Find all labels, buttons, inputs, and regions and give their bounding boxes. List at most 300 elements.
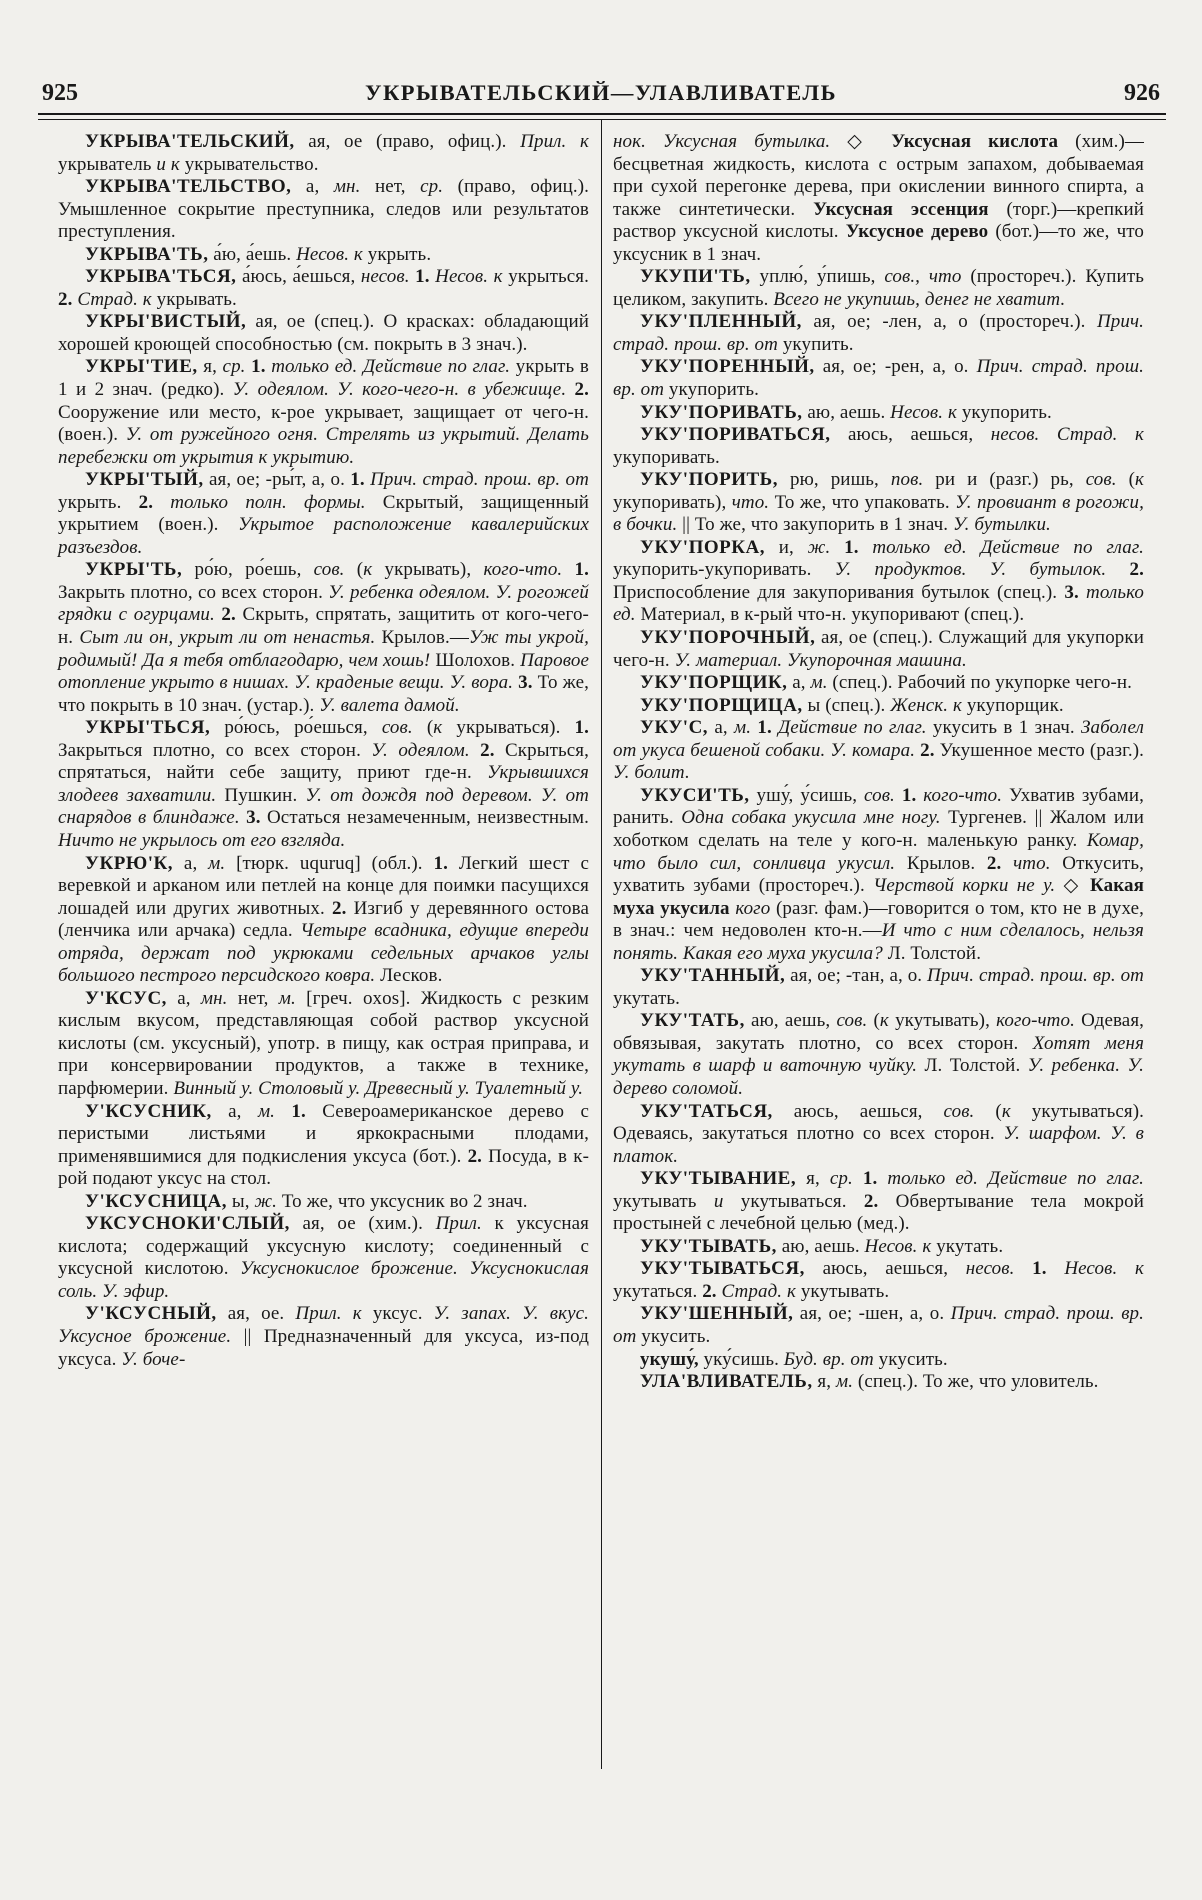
text-run: 1.: [901, 784, 924, 806]
text-run: 2.: [138, 491, 171, 513]
text-run: || Предназначенный для уксуса, из-под уксуса.: [58, 1325, 589, 1370]
text-run: То же, что уксусник во 2 знач.: [277, 1190, 528, 1212]
text-run: У. боче-: [121, 1348, 186, 1370]
text-run: укрыватель: [58, 153, 157, 175]
text-run: укутываться.: [723, 1190, 864, 1212]
text-run: Закрыть плотно, со всех сторон.: [58, 581, 329, 603]
text-run: рю, ришь,: [778, 469, 891, 491]
text-run: 1.: [291, 1100, 323, 1122]
headword: УКУ'ПОРКА,: [640, 536, 765, 558]
headword: УКРЫ'ВИСТЫЙ,: [85, 311, 247, 333]
dictionary-entry: [58, 469, 589, 559]
text-run: (хим.)—бесцветная жидкость, кислота с острым запахом, добываемая при сухой перегонке дерева, при окислении винного спирта, а также синтетически.: [613, 131, 1144, 220]
headword: УКРЫВА'ТЬСЯ,: [85, 266, 237, 288]
text-run: аю, аешь.: [802, 401, 891, 423]
text-run: ы (спец.).: [802, 694, 891, 716]
text-run: [тюрк. uquruq] (обл.).: [225, 852, 434, 874]
text-run: Хотят меня укутать в шарф и ваточную чуйку.: [613, 1032, 1144, 1077]
headword: УКУ'ТАТЬСЯ,: [640, 1100, 773, 1122]
dictionary-entry: [58, 988, 589, 1101]
text-run: укупорить.: [664, 379, 759, 401]
dictionary-entry: [58, 244, 589, 267]
text-run: Прил. к: [295, 1303, 362, 1325]
text-run: Прич. страд. прош. вр. от: [370, 469, 589, 491]
text-run: сов., что: [884, 266, 962, 288]
text-run: Прил. к: [520, 131, 590, 152]
text-run: к: [1135, 469, 1144, 491]
text-run: Уксуснокислое брожение. Уксуснокислая соль. У. эфир.: [58, 1258, 589, 1302]
text-run: только ед.: [613, 581, 1144, 626]
dictionary-entry: [613, 1101, 1144, 1169]
headword: УКУ'ТЫВАТЬСЯ,: [640, 1258, 805, 1280]
text-run: Сыт ли он, укрыт ли от ненастья.: [79, 627, 376, 649]
text-run: У. материал. Укупорочная машина.: [674, 649, 967, 671]
text-run: Одна собака укусила мне ногу.: [681, 807, 941, 829]
text-run: [853, 1168, 863, 1189]
dictionary-entry: [58, 356, 589, 469]
text-run: Прич. страд. прош. вр. от: [613, 311, 1144, 355]
text-run: Посуда, в к-рой подают уксус на стол.: [58, 1145, 589, 1190]
text-run: Укрывшихся злодеев захватили.: [58, 762, 589, 806]
dictionary-entry: [613, 695, 1144, 718]
text-run: к: [1001, 1100, 1011, 1122]
text-run: ая, ое; -лен, а, о (простореч.).: [801, 311, 1097, 333]
text-run: Скрыться, спрятаться, найти себе защиту, приют где-н.: [58, 739, 589, 784]
text-run: а,: [787, 672, 811, 694]
text-run: к: [879, 1010, 889, 1032]
text-run: (: [867, 1010, 880, 1032]
text-run: 1.: [844, 536, 873, 558]
text-run: Ухватив зубами, ранить.: [613, 784, 1144, 829]
dictionary-entry: [613, 785, 1144, 965]
headword: У'КСУСНИЦА,: [85, 1190, 227, 1212]
text-run: (право, офиц.). Умышленное сокрытие преступника, следов или результатов преступления.: [58, 176, 589, 243]
dictionary-entry: [613, 1236, 1144, 1259]
text-run: (: [1116, 469, 1135, 491]
text-run: Всего не укупишь, денег не хватит.: [773, 288, 1066, 310]
text-run: укутать.: [931, 1235, 1004, 1257]
headword: УКРЫВА'ТЕЛЬСТВО,: [85, 176, 292, 198]
dictionary-entry: [58, 266, 589, 311]
dictionary-entry: [613, 1303, 1144, 1348]
text-run: укупорить-укупоривать.: [613, 559, 835, 581]
text-run: а,: [708, 717, 734, 739]
dictionary-entry: [58, 1101, 589, 1191]
text-run: Уксусная кислота: [891, 131, 1059, 152]
text-run: аюсь, аешься,: [772, 1100, 944, 1122]
text-run: аюсь, аешься,: [830, 424, 991, 446]
text-run: ая, ое (право, офиц.).: [294, 131, 521, 152]
text-run: ◇: [830, 131, 892, 152]
text-run: м.: [835, 1371, 854, 1393]
text-run: У. провиант в рогожи, в бочки.: [613, 491, 1144, 536]
text-run: Крылов.—: [375, 627, 469, 649]
text-run: У. валета дамой.: [319, 694, 460, 716]
text-run: ро́ю, ро́ешь,: [182, 559, 314, 581]
text-run: я,: [197, 356, 223, 378]
headword: УКУ'ПОРЩИЦА,: [640, 694, 803, 716]
dictionary-entry: [613, 266, 1144, 311]
text-run: Обвертывание тела мокрой простыней с лечебной целью (мед.).: [613, 1190, 1144, 1235]
text-run: 1.: [862, 1168, 888, 1190]
text-run: У. болит.: [613, 762, 690, 784]
text-run: (: [344, 559, 364, 581]
text-run: укрыть.: [58, 491, 139, 513]
text-run: (простореч.). Купить целиком, закупить.: [613, 266, 1144, 310]
text-run: несов.: [360, 266, 410, 288]
text-run: 1.: [574, 559, 589, 581]
dictionary-entry: [58, 176, 589, 244]
text-run: 1.: [251, 356, 272, 378]
text-run: укутать.: [613, 987, 680, 1009]
text-run: 1.: [415, 266, 436, 288]
headword: УКРЮ'К,: [85, 852, 174, 874]
dictionary-entry: [613, 672, 1144, 695]
text-run: 2.: [863, 1190, 896, 1212]
text-run: Л. Толстой.: [917, 1055, 1028, 1077]
headword: УКУ'ПОРОЧНЫЙ,: [640, 627, 816, 649]
dictionary-entry: [613, 424, 1144, 469]
text-run: ◇: [1055, 875, 1091, 897]
text-run: сов.: [381, 717, 413, 739]
text-run: 3.: [1064, 581, 1087, 603]
dictionary-entry: [613, 469, 1144, 537]
text-run: укутывать: [613, 1190, 714, 1212]
dictionary-entry: [613, 1258, 1144, 1303]
text-run: м.: [278, 987, 296, 1009]
text-run: У. от дождя под деревом. У. от снарядов в блиндаже.: [58, 784, 590, 829]
text-run: только ед. Действие по глаг.: [872, 536, 1144, 558]
text-run: Скрытый, защищенный укрытием (воен.).: [58, 491, 589, 536]
text-run: 2.: [332, 897, 354, 919]
text-run: 2.: [986, 852, 1014, 874]
text-run: 2.: [221, 604, 243, 626]
text-run: к: [433, 717, 443, 739]
headword: УКРЫ'ТЫЙ,: [85, 469, 204, 491]
text-run: укрыться.: [502, 266, 589, 288]
headword: У'КСУС,: [85, 987, 167, 1009]
text-run: укутывать),: [888, 1010, 997, 1032]
text-run: Пушкин.: [216, 784, 306, 806]
text-run: У. одеялом. У. кого-чего-н. в убежище.: [232, 379, 575, 401]
text-run: аю, аешь,: [744, 1010, 837, 1032]
text-run: ы,: [226, 1190, 255, 1212]
text-run: У. от ружейного огня. Стрелять из укрытий. Делать перебежки от укрытия к укрытию.: [58, 424, 589, 468]
text-run: сов.: [313, 559, 345, 581]
dictionary-entry: [58, 853, 589, 988]
text-run: кого: [735, 897, 771, 919]
headword: УКУ'С,: [640, 717, 709, 739]
text-run: 1.: [350, 469, 371, 491]
text-run: ая, ое; -тан, а, о.: [785, 965, 928, 987]
text-run: что.: [731, 491, 770, 513]
text-run: (спец.). Рабочий по укупорке чего-н.: [827, 672, 1132, 694]
headword: УКРЫВА'ТЬ,: [85, 243, 209, 265]
text-run: сов.: [1085, 469, 1117, 491]
dictionary-entry: [58, 131, 589, 176]
text-run: я,: [796, 1168, 830, 1190]
dictionary-entry: [613, 627, 1144, 672]
text-run: Укушенное место (разг.).: [939, 739, 1144, 761]
header-rule: [38, 113, 1166, 120]
text-run: и к: [156, 153, 180, 175]
headword: УКУ'ПОРЕННЫЙ,: [640, 356, 815, 378]
text-run: ри и (разг.) рь,: [923, 469, 1086, 491]
text-run: ая, ое (спец.). О красках: обладающий хорошей кроющей способностью (см. покрыть в 3 знач.).: [58, 311, 589, 355]
dictionary-entry: [613, 537, 1144, 627]
headword: УКУ'ПОРИВАТЬСЯ,: [640, 424, 831, 446]
text-run: Страд. к: [77, 288, 152, 310]
text-run: укупоривать),: [613, 491, 732, 513]
dictionary-entry: [613, 356, 1144, 401]
text-run: [895, 785, 902, 806]
headword: УКРЫ'ТЬ,: [85, 559, 183, 581]
dictionary-entry: [613, 311, 1144, 356]
text-run: [830, 537, 844, 558]
text-run: ж.: [807, 536, 831, 558]
text-run: несов. Страд. к: [990, 424, 1144, 446]
text-run: укрывательство.: [179, 153, 319, 175]
dictionary-entry: [58, 1191, 589, 1214]
text-run: нет,: [360, 176, 421, 198]
text-run: а́ю, а́ешь.: [208, 243, 297, 265]
text-run: укутаться.: [613, 1280, 703, 1302]
text-run: кого-что.: [923, 784, 1003, 806]
dictionary-entry: [613, 1349, 1144, 1372]
dictionary-entry: [613, 402, 1144, 425]
headword: УКУ'ПОРИТЬ,: [640, 469, 778, 491]
text-run: Уксусное дерево: [845, 221, 989, 243]
text-run: укрыть.: [362, 243, 432, 265]
headword: УКРЫ'ТЬСЯ,: [85, 717, 211, 739]
text-run: То же, что упаковать.: [769, 491, 956, 513]
text-run: а,: [166, 987, 201, 1009]
text-run: ая, ое; -шен, а, о.: [793, 1303, 951, 1325]
text-run: У. одеялом.: [371, 739, 481, 761]
text-run: ро́юсь, ро́ешься,: [210, 717, 382, 739]
entry-continuation: [613, 131, 1144, 266]
text-run: сов.: [864, 784, 895, 806]
text-run: укутывать.: [795, 1280, 890, 1302]
text-run: ая, ое; -ры́т, а, о.: [203, 469, 351, 491]
headword: УКУ'ШЕННЫЙ,: [640, 1303, 794, 1325]
text-run: м.: [257, 1100, 276, 1122]
text-run: ср.: [222, 356, 246, 378]
text-run: 2.: [1129, 559, 1144, 581]
text-run: кого-что.: [483, 559, 563, 581]
text-run: У. запах. У. вкус. Уксусное брожение.: [58, 1303, 589, 1347]
text-run: Заболел от укуса бешеной собаки. У. комара.: [613, 717, 1144, 761]
text-run: нет,: [227, 987, 279, 1009]
text-run: ушу́, у́сишь,: [749, 784, 865, 806]
text-run: (: [412, 717, 434, 739]
headword: УКУСИ'ТЬ,: [640, 784, 750, 806]
text-run: ая, ое (хим.).: [289, 1213, 436, 1235]
text-run: Женск. к: [890, 694, 962, 716]
text-run: У. ребенка. У. дерево соломой.: [613, 1055, 1144, 1099]
text-run: Укрытое расположение кавалерийских разъездов.: [58, 514, 589, 558]
text-run: м.: [733, 717, 752, 739]
text-run: только ед. Действие по глаг.: [887, 1168, 1144, 1190]
text-run: м.: [208, 852, 226, 874]
right-column: [613, 131, 1144, 1394]
text-run: 2.: [920, 739, 940, 761]
text-run: укрывать),: [372, 559, 484, 581]
text-run: Закрыться плотно, со всех сторон.: [58, 739, 372, 761]
text-run: к уксусная кислота; содержащий уксусную кислоту; соединенный с уксусной кислотою.: [58, 1213, 589, 1280]
text-run: Откусить, ухватить зубами (простореч.).: [613, 852, 1144, 897]
text-run: (торг.)—крепкий раствор уксусной кислоты.: [613, 198, 1145, 243]
text-run: [греч. oxos]. Жидкость с резким кислым вкусом, представляющая собой раствор уксусной кислоты (см. уксусный), употр. в пищу, как острая приправа, и при консервировании продуктов, а также в технике, парфюмерии.: [58, 987, 589, 1099]
left-column: [58, 131, 589, 1394]
text-run: Прич. страд. прош. вр. от: [613, 356, 1144, 401]
text-run: Материал, в к-рый что-н. укупоривают (спец.).: [635, 604, 1025, 626]
dictionary-entry: [58, 1303, 589, 1371]
text-run: уксус.: [361, 1303, 434, 1325]
text-run: Сооружение или место, к-рое укрывает, защищает от чего-н. (воен.).: [58, 401, 589, 446]
headword: УКРЫ'ТИЕ,: [85, 356, 198, 378]
text-run: Уксусная эссенция: [813, 198, 989, 220]
text-run: [1014, 1258, 1032, 1279]
text-run: к: [363, 559, 373, 581]
text-run: || То же, что закупорить в 1 знач.: [677, 514, 953, 536]
text-run: Винный у. Столовый у. Древесный у. Туалетный у.: [173, 1077, 584, 1099]
dictionary-entry: [613, 1010, 1144, 1100]
text-run: укутываться). Одеваясь, закутаться плотно со всех сторон.: [613, 1100, 1145, 1145]
dictionary-entry: [58, 1213, 589, 1303]
text-run: Паровое отопление укрыто в нишах. У. краденые вещи. У. вора.: [58, 649, 589, 694]
headword: УКУ'ТЫВАТЬ,: [640, 1235, 777, 1257]
text-run: [275, 1101, 291, 1122]
text-run: Легкий шест с веревкой и арканом или петлей на конце для поимки пасущихся лошадей или других животных.: [58, 852, 589, 919]
text-run: (бот.)—то же, что уксусник в 1 знач.: [613, 221, 1145, 265]
headword: УКУ'ТАТЬ,: [640, 1010, 745, 1032]
text-run: У. шарфом. У. в платок.: [613, 1123, 1144, 1167]
dictionary-entry: [58, 559, 589, 717]
text-run: Несов. к: [864, 1235, 932, 1257]
text-run: У. ребенка одеялом. У. рогожей грядки с огурцами.: [58, 581, 589, 626]
headword: УКУ'ПЛЕННЫЙ,: [640, 311, 802, 333]
text-run: кого-что.: [996, 1010, 1075, 1032]
text-run: [562, 559, 574, 580]
text-run: а,: [211, 1100, 258, 1122]
text-run: Действие по глаг.: [778, 717, 927, 739]
text-run: (разг. фам.)—говорится о том, кто не в духе, в знач.: чем недоволен кто-н.—: [613, 897, 1144, 942]
text-run: Прич. страд. прош. вр. от: [613, 1303, 1144, 1347]
dictionary-entry: [613, 965, 1144, 1010]
text-run: (спец.). То же, что уловитель.: [853, 1371, 1099, 1393]
text-run: укупить.: [777, 333, 854, 355]
text-run: а́юсь, а́ешься,: [236, 266, 361, 288]
text-run: Несов. к: [296, 243, 363, 265]
text-run: уку́сишь.: [698, 1348, 784, 1370]
text-run: сов.: [836, 1010, 868, 1032]
text-run: Шолохов.: [430, 649, 521, 671]
text-run: 1.: [1032, 1258, 1065, 1280]
text-run: ж.: [254, 1190, 278, 1212]
text-run: мн.: [333, 176, 361, 198]
text-run: Изгиб у деревянного остова (ленчика или арчака) седла.: [58, 897, 589, 942]
text-run: только полн. формы.: [170, 491, 366, 513]
text-run: Л. Толстой.: [882, 942, 982, 964]
text-run: укусить.: [636, 1325, 711, 1347]
text-run: Тургенев. || Жалом или хоботком сделать на теле у кого-н. маленькую ранку.: [613, 807, 1144, 851]
text-run: Остаться незамеченным, неизвестным.: [266, 807, 589, 829]
text-run: а,: [291, 176, 334, 198]
text-run: укусить в 1 знач.: [926, 717, 1082, 739]
text-run: 3.: [246, 807, 267, 829]
text-run: 3.: [518, 672, 538, 694]
text-run: 2.: [480, 739, 506, 761]
text-run: Прич. страд. прош. вр. от: [927, 965, 1144, 987]
dictionary-entry: [58, 311, 589, 356]
text-columns: [58, 131, 1144, 1394]
dictionary-entry: [613, 1168, 1144, 1236]
text-run: укушу́,: [640, 1348, 699, 1370]
text-run: Крылов.: [895, 852, 987, 874]
text-run: я,: [812, 1371, 836, 1393]
text-run: аю, аешь.: [776, 1235, 865, 1257]
headword: УЛА'ВЛИВАТЕЛЬ,: [640, 1371, 813, 1393]
text-run: укрываться).: [442, 717, 575, 739]
dictionary-entry: [58, 717, 589, 852]
left-page-number: 925: [42, 80, 78, 106]
headword: УКСУСНОКИ'СЛЫЙ,: [85, 1213, 290, 1235]
text-run: укрыть в 1 и 2 знач. (редко).: [58, 356, 589, 401]
text-run: ср.: [420, 176, 444, 198]
text-run: 2.: [702, 1280, 722, 1302]
text-run: 1.: [757, 717, 779, 739]
page-header: [42, 80, 1160, 107]
text-run: То же, что покрыть в 10 знач. (устар.).: [58, 672, 589, 716]
text-run: и: [713, 1190, 724, 1212]
text-run: Приспособление для закупоривания бутылок (спец.).: [613, 581, 1065, 603]
text-run: Страд. к: [721, 1280, 796, 1302]
text-run: У. бутылки.: [952, 514, 1051, 536]
text-run: м.: [810, 672, 828, 694]
text-run: Несов. к: [890, 401, 957, 423]
headword: УКУПИ'ТЬ,: [640, 266, 751, 288]
text-run: и,: [764, 536, 808, 558]
text-run: укрывать.: [151, 288, 237, 310]
text-run: нок. Уксусная бутылка.: [613, 131, 831, 152]
text-run: укусить.: [873, 1348, 948, 1370]
text-run: Черствой корки не у.: [873, 875, 1056, 897]
headword: У'КСУСНИК,: [85, 1100, 212, 1122]
running-title: УКРЫВАТЕЛЬСКИЙ—УЛАВЛИВАТЕЛЬ: [364, 80, 838, 105]
headword: У'КСУСНЫЙ,: [85, 1303, 217, 1325]
text-run: Несов. к: [435, 266, 503, 288]
text-run: сов.: [943, 1100, 975, 1122]
headword: УКУ'ТЫВАНИЕ,: [640, 1168, 797, 1190]
text-run: Североамериканское дерево с перистыми листьями и яркокрасными плодами, применявшимися для подкисления уксуса (бот.).: [58, 1100, 589, 1167]
dictionary-entry: [613, 1371, 1144, 1394]
text-run: 2.: [574, 379, 589, 401]
text-run: 2.: [58, 288, 78, 310]
headword: УКРЫВА'ТЕЛЬСКИЙ,: [85, 131, 295, 152]
text-run: Буд. вр. от: [783, 1348, 874, 1370]
headword: УКУ'ПОРЩИК,: [640, 672, 788, 694]
text-run: что.: [1013, 852, 1051, 874]
text-run: а,: [173, 852, 209, 874]
text-run: пов.: [890, 469, 924, 491]
text-run: 1.: [433, 852, 459, 874]
text-run: Прил.: [435, 1213, 482, 1235]
text-run: Лесков.: [375, 965, 443, 987]
text-run: аюсь, аешься,: [804, 1258, 966, 1280]
text-run: несов.: [965, 1258, 1015, 1280]
text-run: укупорщик.: [961, 694, 1064, 716]
